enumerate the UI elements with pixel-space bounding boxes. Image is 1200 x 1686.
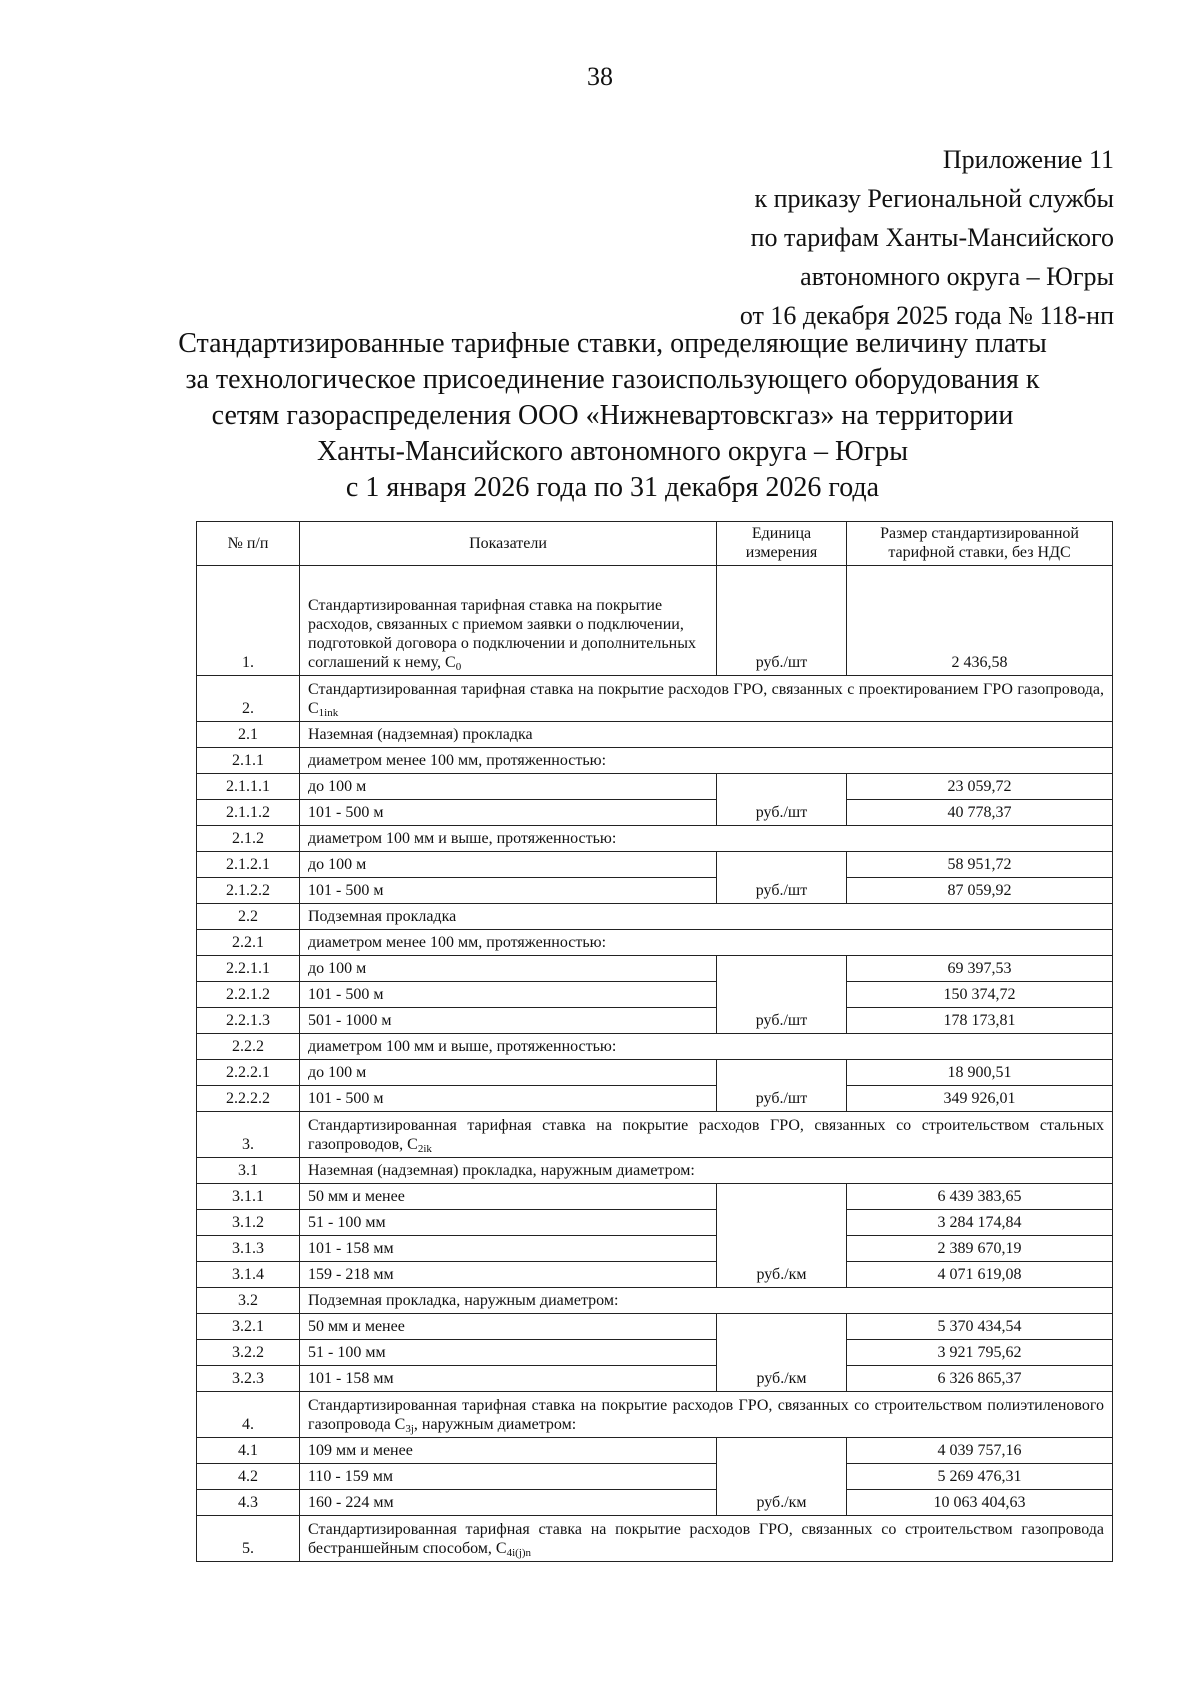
row-unit: руб./шт [717,774,847,826]
title-line: Ханты-Мансийского автономного округа – Югры [316,436,909,467]
table-row [197,722,1113,748]
row-num: 2.2 [197,904,300,930]
row-indicator: 101 - 500 м [300,800,717,826]
row-num: 3. [197,1112,300,1158]
appendix-line: от 16 декабря 2025 года № 118-нп [739,301,1114,330]
header-indicator: Показатели [300,522,717,566]
row-value: 6 439 383,65 [847,1184,1113,1210]
table-row [197,1288,1113,1314]
table-row [197,982,1113,1008]
row-num: 3.2.3 [197,1366,300,1392]
table-row [197,1158,1113,1184]
table-row [197,1438,1113,1464]
document-title [150,326,1075,506]
row-num: 2.1.2.2 [197,878,300,904]
row-indicator: до 100 м [300,852,717,878]
row-num: 2.1.1.2 [197,800,300,826]
table-row [197,1262,1113,1288]
table-row [197,1112,1113,1158]
row-value: 69 397,53 [847,956,1113,982]
row-num: 2.1.1 [197,748,300,774]
row-value: 5 370 434,54 [847,1314,1113,1340]
table-row [197,1184,1113,1210]
title-line: Стандартизированные тарифные ставки, определяющие величину платы [178,328,1047,359]
row-num: 2.2.1.2 [197,982,300,1008]
row-indicator: 501 - 1000 м [300,1008,717,1034]
row-value: 3 284 174,84 [847,1210,1113,1236]
table-row [197,1236,1113,1262]
table-row [197,1516,1113,1562]
row-value: 23 059,72 [847,774,1113,800]
table-row [197,1340,1113,1366]
table-row [197,1490,1113,1516]
row-value: 2 389 670,19 [847,1236,1113,1262]
table-row [197,1314,1113,1340]
row-num: 3.2.2 [197,1340,300,1366]
table-row [197,1392,1113,1438]
row-num: 3.1.1 [197,1184,300,1210]
table-row [197,852,1113,878]
row-unit: руб./шт [717,1060,847,1112]
table-row [197,930,1113,956]
appendix-reference [740,140,1114,335]
header-value: Размер стандартизированной тарифной ставки, без НДС [847,522,1113,566]
row-indicator: 101 - 500 м [300,878,717,904]
table-row [197,566,1113,676]
row-value: 2 436,58 [847,566,1113,676]
table-header-row [197,522,1113,566]
row-indicator: 51 - 100 мм [300,1340,717,1366]
row-indicator: 160 - 224 мм [300,1490,717,1516]
row-num: 2.1.2.1 [197,852,300,878]
row-value: 150 374,72 [847,982,1113,1008]
row-indicator: Стандартизированная тарифная ставка на покрытие расходов ГРО, связанных с проектированием ГРО газопровода, $C_{1ink}$ [300,676,1113,722]
title-line: сетям газораспределения ООО «Нижневартовскгаз» на территории [211,400,1014,431]
row-indicator: Стандартизированная тарифная ставка на покрытие расходов ГРО, связанных со строительством полиэтиленового газопровода $C_{3j}$, наружным диаметром: [300,1392,1113,1438]
row-unit: руб./км [717,1184,847,1288]
table-row [197,956,1113,982]
row-indicator: 101 - 158 мм [300,1366,717,1392]
row-num: 3.1.2 [197,1210,300,1236]
row-value: 178 173,81 [847,1008,1113,1034]
table-row [197,826,1113,852]
row-indicator: 101 - 158 мм [300,1236,717,1262]
header-unit: Единица измерения [717,522,847,566]
row-num: 2.2.1 [197,930,300,956]
row-num: 2.2.2 [197,1034,300,1060]
row-unit: руб./шт [717,956,847,1034]
appendix-line: автономного округа – Югры [800,262,1114,291]
row-indicator: до 100 м [300,774,717,800]
table-row [197,1008,1113,1034]
appendix-line: к приказу Региональной службы [754,184,1114,213]
row-indicator: 110 - 159 мм [300,1464,717,1490]
row-indicator: диаметром менее 100 мм, протяженностью: [300,748,1113,774]
row-num: 4. [197,1392,300,1438]
row-indicator: Стандартизированная тарифная ставка на покрытие расходов ГРО, связанных со строительством стальных газопроводов, $C_{2ik}$ [300,1112,1113,1158]
table-row [197,800,1113,826]
row-indicator: до 100 м [300,956,717,982]
row-indicator: Подземная прокладка, наружным диаметром: [300,1288,1113,1314]
row-num: 2.2.1.1 [197,956,300,982]
table-row [197,748,1113,774]
row-num: 4.1 [197,1438,300,1464]
appendix-line: Приложение 11 [942,145,1114,174]
row-indicator: диаметром 100 мм и выше, протяженностью: [300,826,1113,852]
row-num: 3.2 [197,1288,300,1314]
row-indicator: диаметром менее 100 мм, протяженностью: [300,930,1113,956]
row-num: 2.1.2 [197,826,300,852]
row-num: 3.1 [197,1158,300,1184]
row-num: 2.1 [197,722,300,748]
row-indicator: 51 - 100 мм [300,1210,717,1236]
row-value: 5 269 476,31 [847,1464,1113,1490]
title-line: с 1 января 2026 года по 31 декабря 2026 года [345,472,880,503]
row-indicator: 50 мм и менее [300,1184,717,1210]
table-row [197,774,1113,800]
row-num: 5. [197,1516,300,1562]
row-indicator: Подземная прокладка [300,904,1113,930]
table-row [197,1210,1113,1236]
table-row [197,676,1113,722]
row-indicator: 109 мм и менее [300,1438,717,1464]
page-number: 38 [587,62,613,91]
table-row [197,1366,1113,1392]
row-value: 58 951,72 [847,852,1113,878]
row-value: 3 921 795,62 [847,1340,1113,1366]
row-indicator: 101 - 500 м [300,982,717,1008]
row-indicator: Стандартизированная тарифная ставка на покрытие расходов, связанных с приемом заявки о подключении, подготовкой договора о подключении и дополнительных соглашений к нему, $C_0$ [300,566,717,676]
title-line: за технологическое присоединение газоиспользующего оборудования к [185,364,1040,395]
row-indicator: Наземная (надземная) прокладка, наружным диаметром: [300,1158,1113,1184]
row-num: 2.2.2.1 [197,1060,300,1086]
row-value: 87 059,92 [847,878,1113,904]
row-num: 2.1.1.1 [197,774,300,800]
row-unit: руб./км [717,1314,847,1392]
table-row [197,904,1113,930]
row-indicator: диаметром 100 мм и выше, протяженностью: [300,1034,1113,1060]
row-num: 2.2.2.2 [197,1086,300,1112]
row-num: 1. [197,566,300,676]
row-num: 2.2.1.3 [197,1008,300,1034]
row-num: 4.3 [197,1490,300,1516]
header-num: № п/п [197,522,300,566]
row-unit: руб./км [717,1438,847,1516]
row-value: 349 926,01 [847,1086,1113,1112]
row-unit: руб./шт [717,852,847,904]
row-value: 4 071 619,08 [847,1262,1113,1288]
row-num: 3.1.4 [197,1262,300,1288]
row-indicator: Наземная (надземная) прокладка [300,722,1113,748]
row-indicator: 50 мм и менее [300,1314,717,1340]
row-indicator: 101 - 500 м [300,1086,717,1112]
row-indicator: до 100 м [300,1060,717,1086]
row-value: 40 778,37 [847,800,1113,826]
table-row [197,1060,1113,1086]
row-value: 18 900,51 [847,1060,1113,1086]
tariff-table [196,521,1113,1562]
row-value: 6 326 865,37 [847,1366,1113,1392]
table-row [197,878,1113,904]
table-row [197,1034,1113,1060]
row-num: 3.2.1 [197,1314,300,1340]
row-indicator: 159 - 218 мм [300,1262,717,1288]
row-num: 3.1.3 [197,1236,300,1262]
row-unit: руб./шт [717,566,847,676]
row-indicator: Стандартизированная тарифная ставка на покрытие расходов ГРО, связанных со строительством газопровода бестраншейным способом, $C_{4i(j)n}$ [300,1516,1113,1562]
row-num: 2. [197,676,300,722]
row-num: 4.2 [197,1464,300,1490]
row-value: 4 039 757,16 [847,1438,1113,1464]
table-row [197,1086,1113,1112]
appendix-line: по тарифам Ханты-Мансийского [750,223,1114,252]
row-value: 10 063 404,63 [847,1490,1113,1516]
table-row [197,1464,1113,1490]
